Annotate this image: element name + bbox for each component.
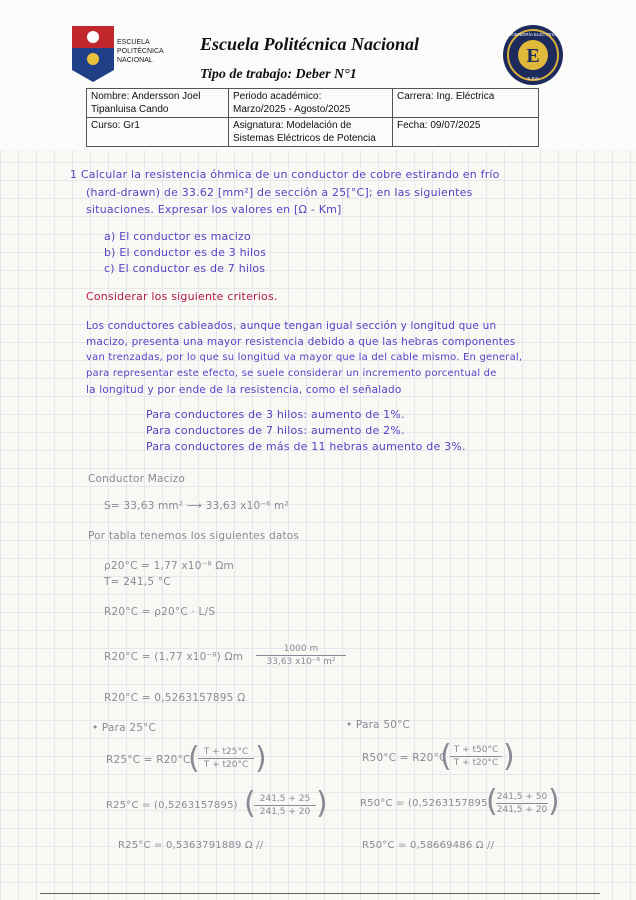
work-type: Tipo de trabajo: Deber N°1 xyxy=(200,67,357,82)
r50-substitution-denominator: 241,5 + 20 xyxy=(496,805,548,815)
r50-result: R50°C = 0,58669486 Ω // xyxy=(362,840,495,851)
logo-line-2: POLITÉCNICA xyxy=(117,48,164,55)
date-cell: Fecha: 09/07/2025 xyxy=(393,118,539,147)
problem-line-1: 1 Calcular la resistencia óhmica de un conductor de cobre estirando en frío xyxy=(70,168,500,181)
criteria-paragraph-1: Los conductores cableados, aunque tengan igual sección y longitud que un xyxy=(86,320,497,332)
period-line-2: Marzo/2025 - Agosto/2025 xyxy=(233,104,351,115)
document-header xyxy=(0,0,636,150)
r25-result: R25°C = 0,5363791889 Ω // xyxy=(118,840,264,851)
close-paren: ) xyxy=(548,784,560,819)
temperature-constant: T= 241,5 °C xyxy=(104,576,171,588)
r20-substitution: R20°C = (1,77 x10⁻⁸) Ωm xyxy=(104,651,244,663)
period-line-1: Periodo académico: xyxy=(233,91,322,102)
close-paren: ) xyxy=(255,741,267,776)
seal-bottom-text: E.P.N xyxy=(527,76,539,81)
problem-item-c: c) El conductor es de 7 hilos xyxy=(104,262,266,275)
school-title: Escuela Politécnica Nacional xyxy=(200,34,419,54)
r25-substitution-numerator: 241,5 + 25 xyxy=(259,794,311,804)
fraction-bar xyxy=(450,756,502,757)
criteria-paragraph-4: para representar este efecto, se suele considerar un incremento porcentual de xyxy=(86,368,497,379)
section-conversion: S= 33,63 mm² ⟶ 33,63 x10⁻⁶ m² xyxy=(104,500,289,512)
fraction-bar xyxy=(256,655,346,656)
r50-formula-numerator: T + t50°C xyxy=(453,745,499,755)
page-bottom-line xyxy=(40,893,600,894)
close-paren: ) xyxy=(316,786,328,821)
open-paren: ( xyxy=(440,739,452,774)
r50-substitution: R50°C = (0,5263157895) xyxy=(360,798,492,809)
r25-formula-numerator: T + t25°C xyxy=(203,747,249,757)
fraction-bar xyxy=(496,803,548,804)
epn-logo-icon xyxy=(72,26,114,82)
electrical-engineering-seal-icon xyxy=(502,24,564,86)
name-cell xyxy=(87,89,229,118)
subject-line-1: Asignatura: Modelación de xyxy=(233,120,352,131)
r20-fraction-denominator: 33,63 x10⁻⁶ m² xyxy=(266,657,336,667)
criteria-paragraph-3: van trenzadas, por lo que su longitud va mayor que la del cable mismo. En general, xyxy=(86,352,523,363)
seal-text: INGENIERÍA ELÉCTRICA xyxy=(506,32,560,37)
fraction-bar xyxy=(254,805,316,806)
criteria-rule-7-hilos: Para conductores de 7 hilos: aumento de 2%. xyxy=(146,424,405,437)
case-25-title: • Para 25°C xyxy=(92,722,157,734)
course-cell: Curso: Gr1 xyxy=(87,118,229,147)
r50-formula-fraction xyxy=(450,745,502,768)
logo-line-1: ESCUELA xyxy=(117,39,150,46)
case-50-title: • Para 50°C xyxy=(346,719,411,731)
criteria-paragraph-5: la longitud y por ende de la resistencia, como el señalado xyxy=(86,384,402,396)
solution-heading: Conductor Macizo xyxy=(88,473,186,485)
r25-substitution: R25°C = (0,5263157895) xyxy=(106,800,238,811)
logo-line-3: NACIONAL xyxy=(117,57,153,64)
subject-line-2: Sistemas Eléctricos de Potencia xyxy=(233,133,376,144)
subject-cell xyxy=(229,118,393,147)
r25-formula-left: R25°C = R20°C xyxy=(106,754,191,766)
period-cell xyxy=(229,89,393,118)
close-paren: ) xyxy=(503,739,515,774)
criteria-paragraph-2: macizo, presenta una mayor resistencia debido a que las hebras componentes xyxy=(86,336,516,348)
open-paren: ( xyxy=(244,786,256,821)
fraction-bar xyxy=(198,758,254,759)
career-cell: Carrera: Ing. Eléctrica xyxy=(393,89,539,118)
open-paren: ( xyxy=(188,741,200,776)
r50-substitution-fraction xyxy=(496,792,548,815)
problem-item-b: b) El conductor es de 3 hilos xyxy=(104,246,267,259)
r50-formula-left: R50°C = R20°C xyxy=(362,752,447,764)
problem-line-3: situaciones. Expresar los valores en [Ω - Km] xyxy=(86,203,342,216)
r50-substitution-numerator: 241,5 + 50 xyxy=(496,792,548,802)
table-intro: Por tabla tenemos los siguientes datos xyxy=(88,530,300,542)
open-paren: ( xyxy=(486,784,498,819)
r25-substitution-fraction xyxy=(254,794,316,817)
logo-text xyxy=(117,38,164,65)
criteria-rule-11-hebras: Para conductores de más de 11 hebras aumento de 3%. xyxy=(146,440,466,453)
name-line-2: Tipanluisa Cando xyxy=(91,104,169,115)
r20-formula: R20°C = ρ20°C · L/S xyxy=(104,606,216,618)
r20-result: R20°C = 0,5263157895 Ω xyxy=(104,692,246,704)
problem-item-a: a) El conductor es macizo xyxy=(104,230,251,243)
criteria-title: Considerar los siguiente criterios. xyxy=(86,290,278,303)
resistivity-value: ρ20°C = 1,77 x10⁻⁸ Ωm xyxy=(104,560,234,572)
name-line-1: Nombre: Andersson Joel xyxy=(91,91,201,102)
seal-letter: E xyxy=(526,45,540,67)
problem-line-2: (hard-drawn) de 33.62 [mm²] de sección a 25[°C]; en las siguientes xyxy=(86,186,473,199)
criteria-rule-3-hilos: Para conductores de 3 hilos: aumento de 1%. xyxy=(146,408,405,421)
r25-formula-denominator: T + t20°C xyxy=(203,760,249,770)
r25-substitution-denominator: 241,5 + 20 xyxy=(259,807,311,817)
r25-formula-fraction xyxy=(198,747,254,770)
r50-formula-denominator: T + t20°C xyxy=(453,758,499,768)
r20-fraction-numerator: 1000 m xyxy=(283,644,319,654)
info-table xyxy=(86,88,539,147)
r20-fraction xyxy=(256,644,346,667)
